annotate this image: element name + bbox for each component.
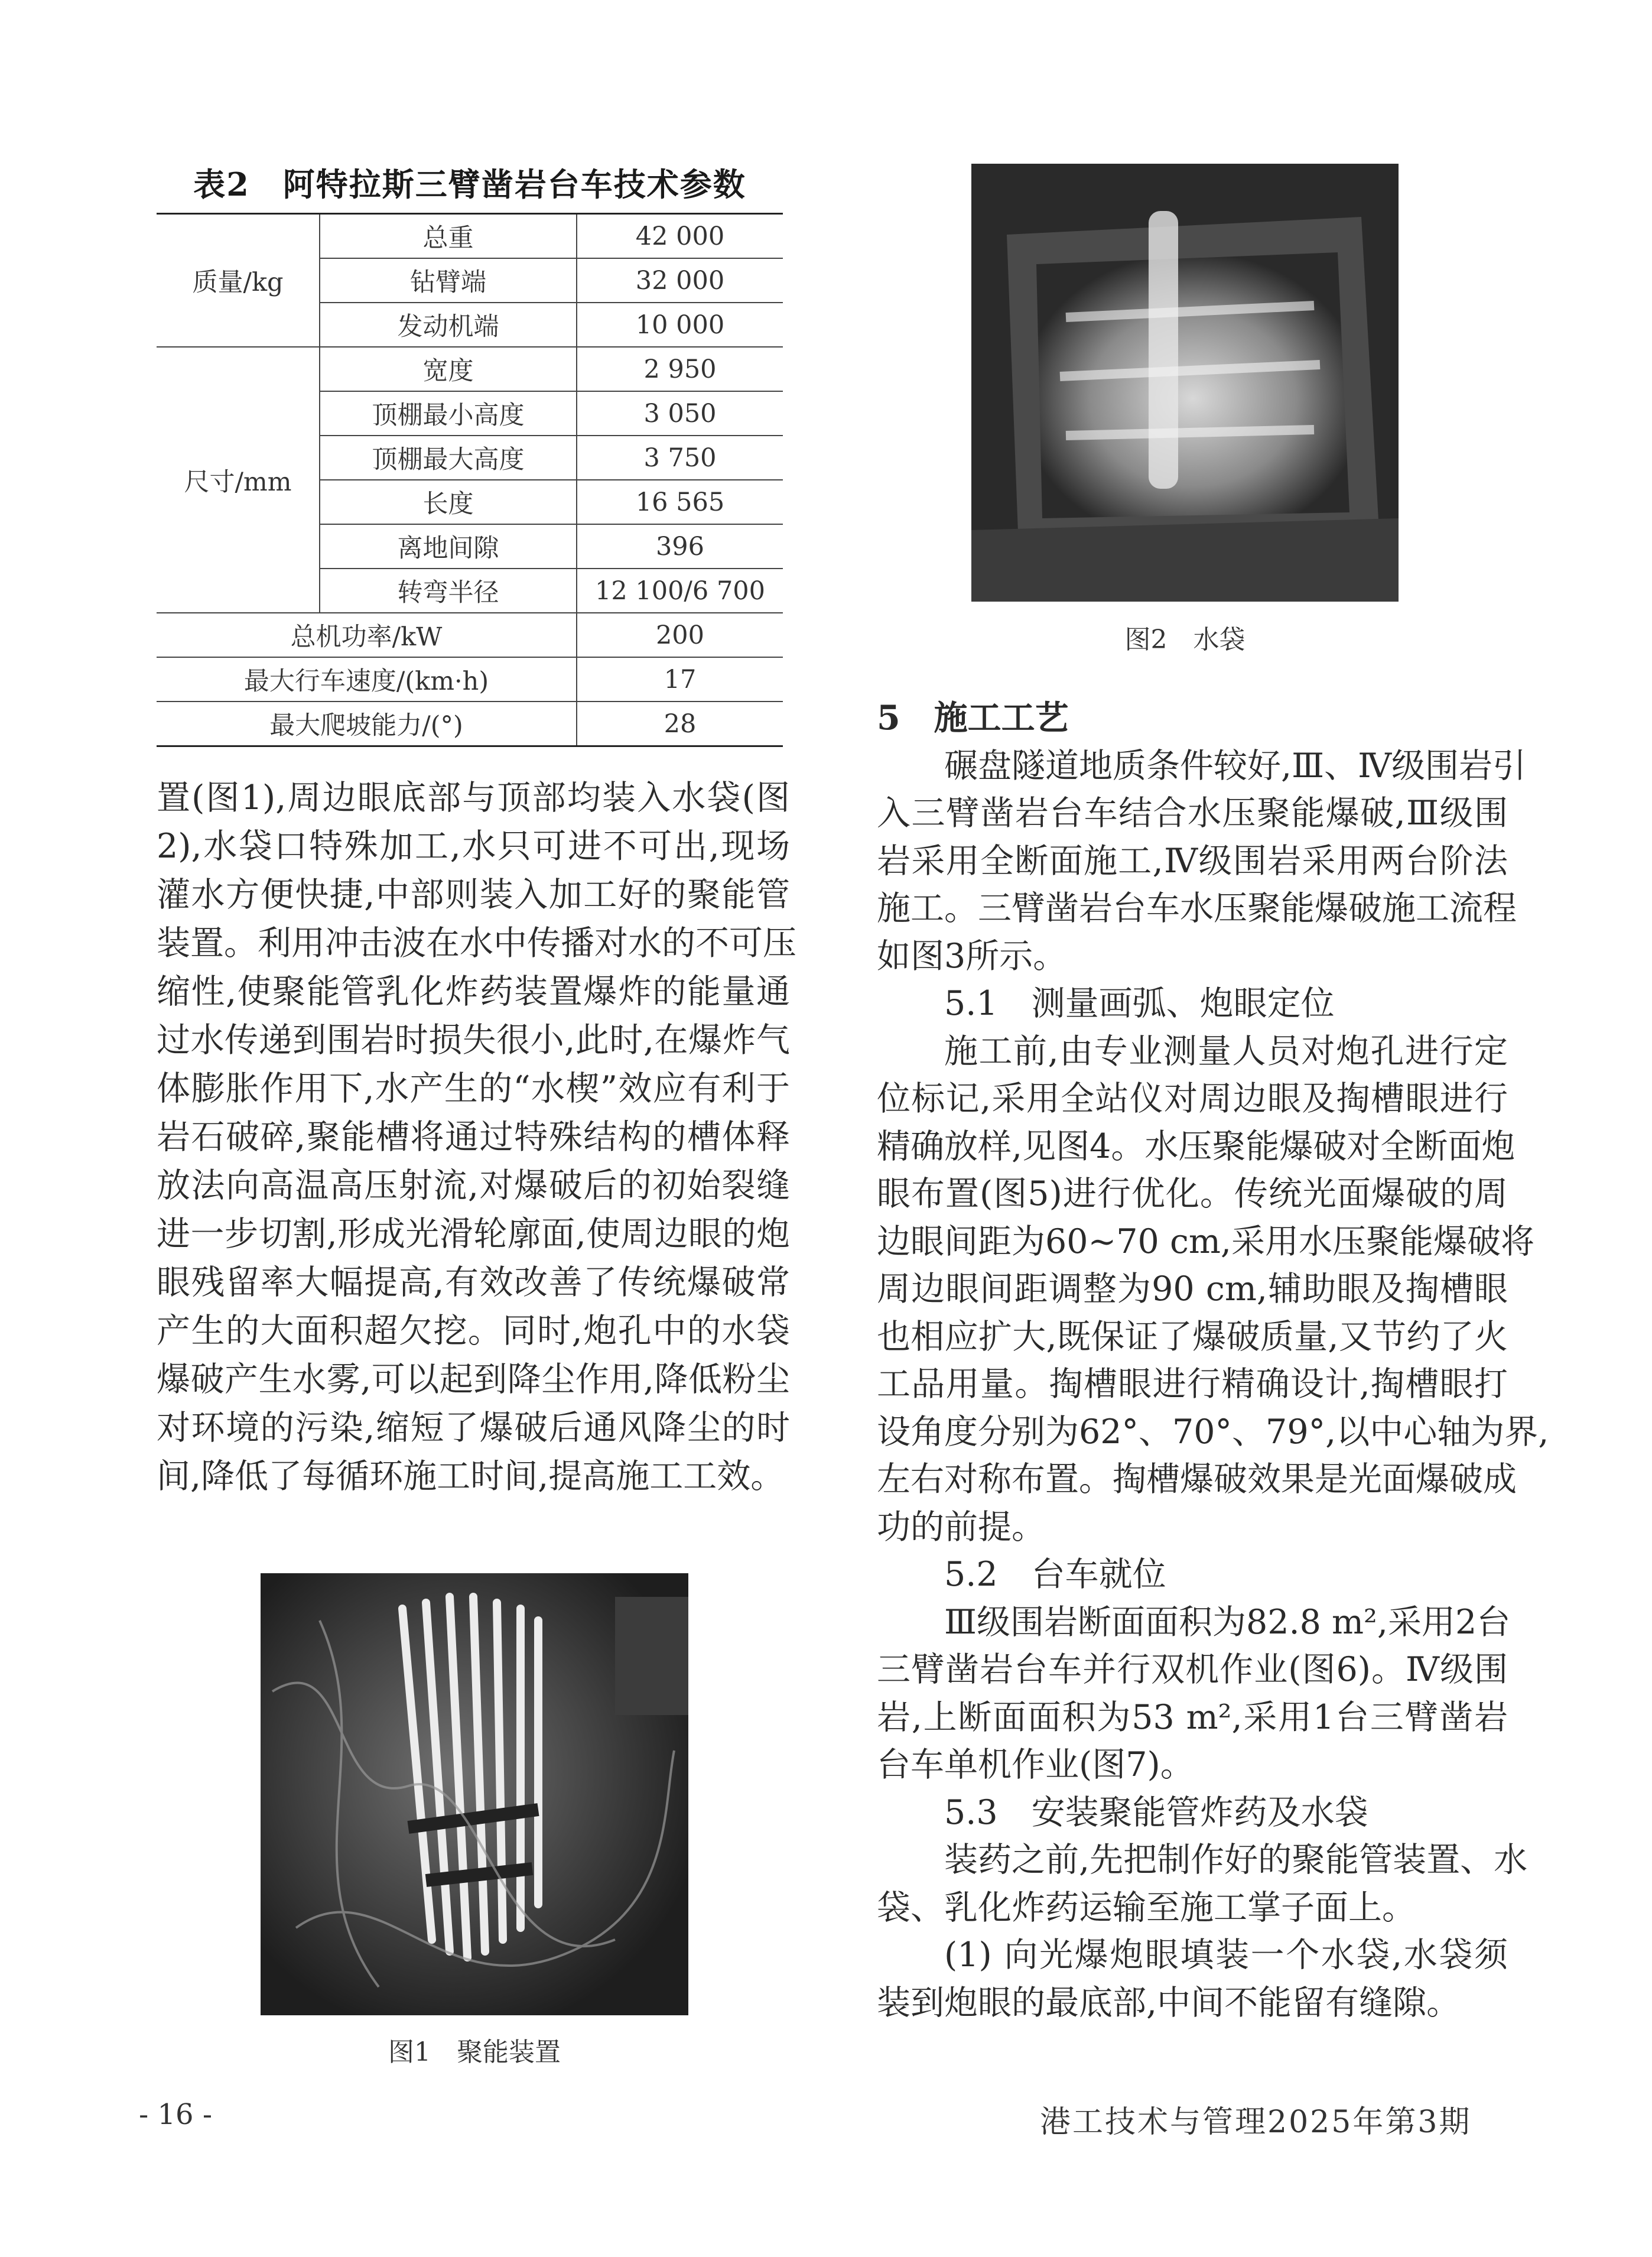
text-line: 体膨胀作用下,水产生的“水楔”效应有利于: [157, 1069, 790, 1108]
text-line: 施工。三臂凿岩台车水压聚能爆破施工流程: [877, 889, 1517, 928]
param-value-cell: 16 565: [577, 480, 783, 524]
param-value-cell: 3 750: [577, 436, 783, 480]
param-value-cell: 42 000: [577, 214, 783, 259]
text-line: Ⅲ级围岩断面面积为82.8 m²,采用2台: [944, 1602, 1511, 1642]
spec-table: [157, 213, 783, 747]
text-line: (1) 向光爆炮眼填装一个水袋,水袋须: [944, 1936, 1508, 1975]
text-line: 入三臂凿岩台车结合水压聚能爆破,Ⅲ级围: [877, 794, 1508, 833]
text-line: 装药之前,先把制作好的聚能管装置、水: [944, 1840, 1528, 1879]
text-line: 碾盘隧道地质条件较好,Ⅲ、Ⅳ级围岩引: [944, 746, 1527, 785]
text-line: 装置。利用冲击波在水中传播对水的不可压: [157, 924, 796, 963]
table-row: [157, 702, 783, 746]
param-name-cell: 总重: [320, 214, 577, 259]
param-name-cell: 宽度: [320, 347, 577, 391]
param-name-cell: 总机功率/kW: [157, 613, 577, 657]
text-line: 对环境的污染,缩短了爆破后通风降尘的时: [157, 1408, 790, 1447]
figure-1-caption: 图1 聚能装置: [388, 2037, 561, 2067]
text-line: 岩,上断面面积为53 m²,采用1台三臂凿岩: [877, 1697, 1508, 1737]
text-line: 三臂凿岩台车并行双机作业(图6)。Ⅳ级围: [877, 1650, 1508, 1689]
text-line: 精确放样,见图4。水压聚能爆破对全断面炮: [877, 1126, 1516, 1166]
param-value-cell: 10 000: [577, 303, 783, 347]
text-line: 眼布置(图5)进行优化。传统光面爆破的周: [877, 1174, 1508, 1213]
param-name-cell: 转弯半径: [320, 569, 577, 613]
text-line: 灌水方便快捷,中部则装入加工好的聚能管: [157, 875, 790, 914]
text-line: 产生的大面积超欠挖。同时,炮孔中的水袋: [157, 1311, 790, 1350]
param-value-cell: 3 050: [577, 391, 783, 436]
right-column-text: [877, 694, 1549, 2027]
section-heading: 5 施工工艺: [877, 698, 1069, 738]
text-line: 工品用量。掏槽眼进行精确设计,掏槽眼打: [877, 1365, 1508, 1404]
subsection-heading: 5.1 测量画弧、炮眼定位: [944, 984, 1335, 1023]
table-title: 表2 阿特拉斯三臂凿岩台车技术参数: [193, 165, 746, 203]
text-line: 施工前,由专业测量人员对炮孔进行定: [944, 1031, 1508, 1071]
figure-energy-device-photo: [261, 1573, 688, 2015]
param-name-cell: 顶棚最小高度: [320, 391, 577, 436]
text-line: 也相应扩大,既保证了爆破质量,又节约了火: [877, 1317, 1508, 1356]
text-line: 周边眼间距调整为90 cm,辅助眼及掏槽眼: [877, 1269, 1508, 1308]
table-row: [157, 657, 783, 702]
param-value-cell: 32 000: [577, 258, 783, 303]
param-name-cell: 离地间隙: [320, 524, 577, 569]
text-line: 装到炮眼的最底部,中间不能留有缝隙。: [877, 1983, 1461, 2022]
param-value-cell: 396: [577, 524, 783, 569]
param-value-cell: 28: [577, 702, 783, 746]
text-line: 如图3所示。: [877, 936, 1067, 976]
text-line: 过水传递到围岩时损失很小,此时,在爆炸气: [157, 1021, 790, 1060]
text-line: 袋、乳化炸药运输至施工掌子面上。: [877, 1888, 1416, 1927]
text-line: 左右对称布置。掏槽爆破效果是光面爆破成: [877, 1460, 1517, 1499]
text-line: 岩采用全断面施工,Ⅳ级围岩采用两台阶法: [877, 841, 1508, 881]
group-label-cell: 尺寸/mm: [157, 347, 320, 613]
text-line: 放法向高温高压射流,对爆破后的初始裂缝: [157, 1166, 790, 1205]
text-line: 台车单机作业(图7)。: [877, 1745, 1194, 1784]
param-value-cell: 2 950: [577, 347, 783, 391]
text-line: 进一步切割,形成光滑轮廓面,使周边眼的炮: [157, 1214, 790, 1253]
journal-issue: 港工技术与管理2025年第3期: [1040, 2105, 1472, 2140]
param-name-cell: 钻臂端: [320, 258, 577, 303]
param-value-cell: 200: [577, 613, 783, 657]
text-line: 间,降低了每循环施工时间,提高施工工效。: [157, 1457, 785, 1496]
table-row: [157, 214, 783, 259]
param-value-cell: 17: [577, 657, 783, 702]
table-row: [157, 347, 783, 391]
left-column-text: [157, 774, 796, 1501]
subsection-heading: 5.2 台车就位: [944, 1555, 1166, 1594]
text-line: 爆破产生水雾,可以起到降尘作用,降低粉尘: [157, 1360, 790, 1399]
text-line: 功的前提。: [877, 1507, 1045, 1547]
param-name-cell: 发动机端: [320, 303, 577, 347]
param-name-cell: 最大行车速度/(km·h): [157, 657, 577, 702]
text-line: 2),水袋口特殊加工,水只可进不可出,现场: [157, 827, 790, 866]
text-line: 边眼间距为60~70 cm,采用水压聚能爆破将: [877, 1222, 1535, 1261]
param-name-cell: 最大爬坡能力/(°): [157, 702, 577, 746]
text-line: 设角度分别为62°、70°、79°,以中心轴为界,: [877, 1412, 1549, 1451]
table-row: [157, 613, 783, 657]
subsection-heading: 5.3 安装聚能管炸药及水袋: [944, 1792, 1368, 1832]
text-line: 置(图1),周边眼底部与顶部均装入水袋(图: [157, 778, 790, 817]
figure-2-caption: 图2 水袋: [1124, 625, 1245, 655]
text-line: 岩石破碎,聚能槽将通过特殊结构的槽体释: [157, 1118, 790, 1157]
param-name-cell: 长度: [320, 480, 577, 524]
text-line: 眼残留率大幅提高,有效改善了传统爆破常: [157, 1263, 790, 1302]
page-number: - 16 -: [139, 2098, 213, 2131]
text-line: 位标记,采用全站仪对周边眼及掏槽眼进行: [877, 1079, 1508, 1118]
param-value-cell: 12 100/6 700: [577, 569, 783, 613]
figure-water-bag-photo: [971, 164, 1399, 602]
group-label-cell: 质量/kg: [157, 214, 320, 348]
text-line: 缩性,使聚能管乳化炸药装置爆炸的能量通: [157, 972, 790, 1011]
param-name-cell: 顶棚最大高度: [320, 436, 577, 480]
